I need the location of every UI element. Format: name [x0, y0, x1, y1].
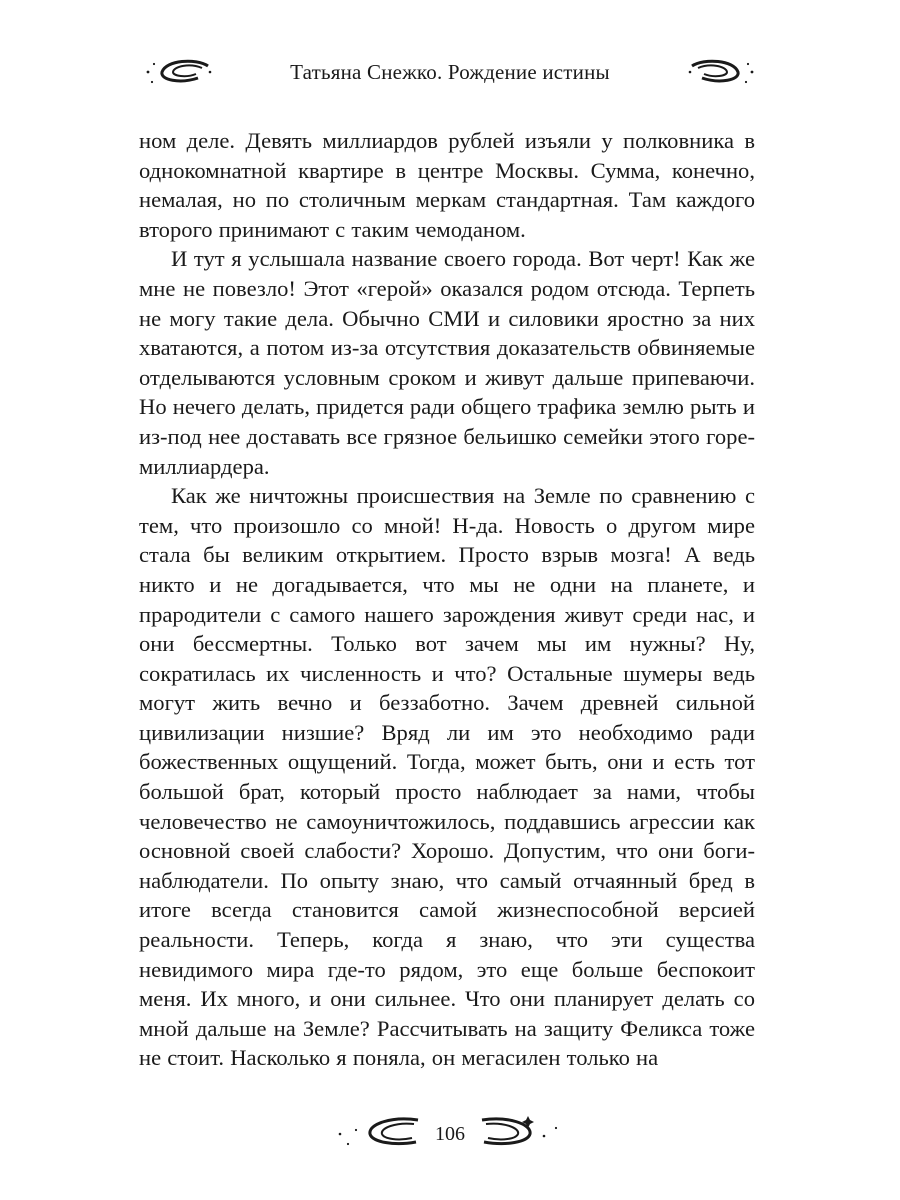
page-footer [330, 1110, 570, 1156]
body-text [139, 126, 755, 1073]
paragraph-continued: ном деле. Девять миллиардов рублей изъяли у полковника в однокомнатной квартире в центре Москвы. Сумма, конечно, немалая, но по столичным меркам стандартная. Там каждого второго принимают с таким чемоданом. [139, 128, 755, 242]
swirl-ornament-right-icon [680, 54, 760, 90]
paragraph: Как же ничтожны происшествия на Земле по сравнению с тем, что произошло со мной! Н-да. Новость о другом мире стала бы великим открытием. Просто взрыв мозга! А ведь никто и не догадывается, что мы не одни на планете, и прародители с самого нашего зарождения живут среди нас, и они бессмертны. Только вот зачем мы им нужны? Ну, сократилась их численность и что? Остальные шумеры ведь могут жить вечно и беззаботно. Зачем древней сильной цивилизации низшие? Вряд ли им это необходимо ради божественных ощущений. Тогда, может быть, они и есть тот большой брат, который просто наблюдает за нами, чтобы человечество не самоуничтожилось, поддавшись агрессии как основной своей слабости? Хорошо. Допустим, что они боги-наблюдатели. По опыту знаю, что самый отчаянный бред в итоге всегда становится самой жизнеспособной версией реальности. Теперь, когда я знаю, что эти существа невидимого мира где-то рядом, это еще больше беспокоит меня. Их много, и они сильнее. Что они планирует делать со мной дальше на Земле? Рассчитывать на защиту Феликса тоже не стоит. Насколько я поняла, он мегасилен только на [139, 483, 755, 1071]
paragraph: И тут я услышала название своего города. Вот черт! Как же мне не повезло! Этот «герой» оказался родом отсюда. Терпеть не могу такие дела. Обычно СМИ и силовики яростно за них хватаются, а потом из-за отсутствия доказательств обвиняемые отделываются условным сроком и живут дальше припеваючи. Но нечего делать, придется ради общего трафика землю рыть и из-под нее доставать все грязное бельишко семейки этого горе-миллиардера. [139, 246, 755, 479]
running-header [130, 52, 770, 92]
page-number: 106 [435, 1123, 465, 1145]
running-title: Татьяна Снежко. Рождение истины [290, 60, 610, 84]
